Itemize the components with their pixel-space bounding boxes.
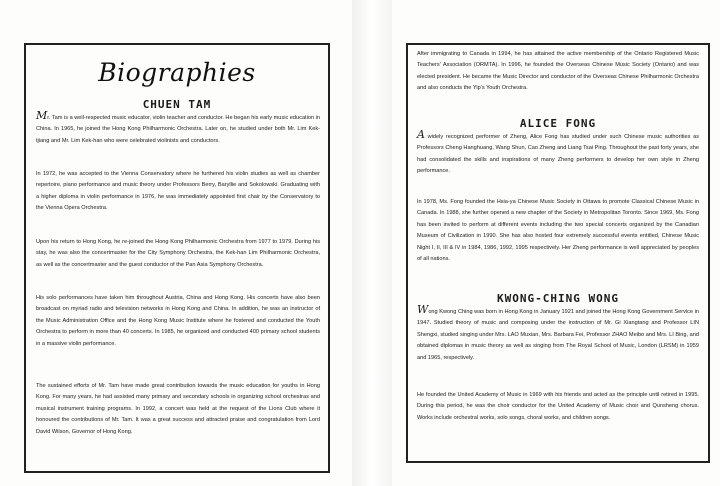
left-bordered-panel [24, 43, 330, 473]
page-title-text: Biographies [98, 58, 256, 87]
heading-chuen-tam: CHUEN TAM [142, 98, 212, 111]
page-title [26, 58, 328, 87]
book-gutter [352, 0, 392, 486]
heading-alice-fong: ALICE FONG [519, 117, 597, 130]
bio-tam-paragraph-6: After immigrating to Canada in 1994, he has attained the active membership of the Ontario Registered Music Teachers' Association (ORMTA). In 1996, he founded the Overseas Chinese Music Society (Ontario) and was elected president. He became the Music Director and conductor of the Overseas Chinese Philharmonic Orchestra and also conducts the Yip's Youth Orchestra. [417, 51, 699, 92]
bio-tam-paragraph-4: His solo performances have taken him throughout Austria, China and Hong Kong. His concerts have also been broadcast on myriad radio and television networks in Hong Kong and China. In addition, he was an instructor of the Music Administration Office and the Hong Kong Music Institute where he fostered and conducted the Youth Orchestra to perform in more than 40 concerts. In 1985, he organized and conducted 400 primary school students in a massive violin performance. [36, 295, 320, 347]
bio-fong-text-1: widely recognized performer of Zheng, Alice Fong has studied under such Chinese music authorities as Professors Cheng Hanghuang, Wang Shun, Cao Zheng and Liang Tsai Ping. Throughout the past forty years, she had consolidated the skills and inspirations of many Zheng performers to develop her own style in Zheng performance. [417, 134, 699, 175]
bio-wong-text-1: ong Kwong Ching was born in Hong Kong in January 1921 and joined the Hong Kong Government Service in 1947. Studied theory of music and composing under the instruction of Mr. Gi Xiangtang and Professor LIN Shengxi, studied singing under Mrs. LAO Muxian, Mrs. Barbara Fei, Professor ZHAO Meibo and Mrs. LI Bing, and obtained diplomas in music theory as well as singing from The Royal School of Music, London (LRSM) in 1959 and 1965, respectively. [417, 309, 699, 361]
bio-fong-paragraph-2: In 1978, Ms. Fong founded the Hsia-ya Chinese Music Society in Ottawa to promote Classical Chinese Music in Canada. In 1988, she further opened a new chapter of the Society in Metropolitan Toronto. Since 1969, Ms. Fong has been invited to perform at different events including the two special concerts organized by the Canadian Museum of Civilization in 1990. She has also hosted four extremely successful events entitled, Chinese Music Night I, II, III & IV in 1984, 1986, 1992, 1995 respectively. Her Zheng performance is well appreciated by peoples of all nations. [417, 199, 699, 263]
bio-wong-paragraph-2: He founded the United Academy of Music in 1969 with his friends and acted as the principle until retired in 1995. During this period, he was the choir conductor for the United Academy of Music choir and Qunsheng chorus. Works include orchestral works, solo songs, choral works, and children songs. [417, 392, 699, 421]
right-page [392, 0, 720, 486]
right-bordered-panel [406, 43, 710, 463]
bio-tam-paragraph-3: Upon his return to Hong Kong, he re-joined the Hong Kong Philharmonic Orchestra from 1977 to 1979. During his stay, he was also the concertmaster for the City Symphony Orchestra, the Kek-han Lim Philharmonic Orchestra, as well as the concertmaster and the guest conductor of the Pan Asia Symphony Orchestra. [36, 239, 320, 268]
bio-tam-paragraph-2: In 1972, he was accepted to the Vienna Conservatory where he furthered his violin studies as well as chamber repertoire, piano performance and music theory under Professors Berry, Baryllie and Sokolowski. Graduating with a higher diploma in violin performance in 1976, he was immediately appointed first chair by the Conservatory to the Vienna Opera Orchestra. [36, 171, 320, 212]
bio-fong-paragraph-1 [417, 128, 699, 178]
drop-cap-a: A [417, 128, 425, 141]
bio-tam-paragraph-1 [36, 109, 320, 147]
bio-tam-paragraph-5: The sustained efforts of Mr. Tam have made great contribution towards the music education for youths in Hong Kong. For many years, he had assisted many primary and secondary schools in organizing school orchestras and musical instrument training programs. In 1992, a concert was held at the request of the Lions Club where it honoured the contributions of Mr. Tam. It was a great success and attracted praise and congratulation from Lord David Wilson, Governor of Hong Kong. [36, 383, 320, 435]
left-page [0, 0, 352, 486]
heading-kwong-ching-wong: KWONG-CHING WONG [497, 292, 619, 305]
drop-cap-m: M [36, 109, 48, 122]
drop-cap-w: W [417, 303, 429, 316]
bio-wong-paragraph-1 [417, 303, 699, 364]
bio-tam-text-1: r. Tam is a well-respected music educator, violin teacher and conductor. He began his early music education in China. In 1965, he joined the Hong Kong Philharmonic Orchestra. Later on, he studied under both Mr. Lim Kek-tjiang and Mr. Lim Kek-han who were celebrated violinists and conductors. [36, 115, 320, 144]
